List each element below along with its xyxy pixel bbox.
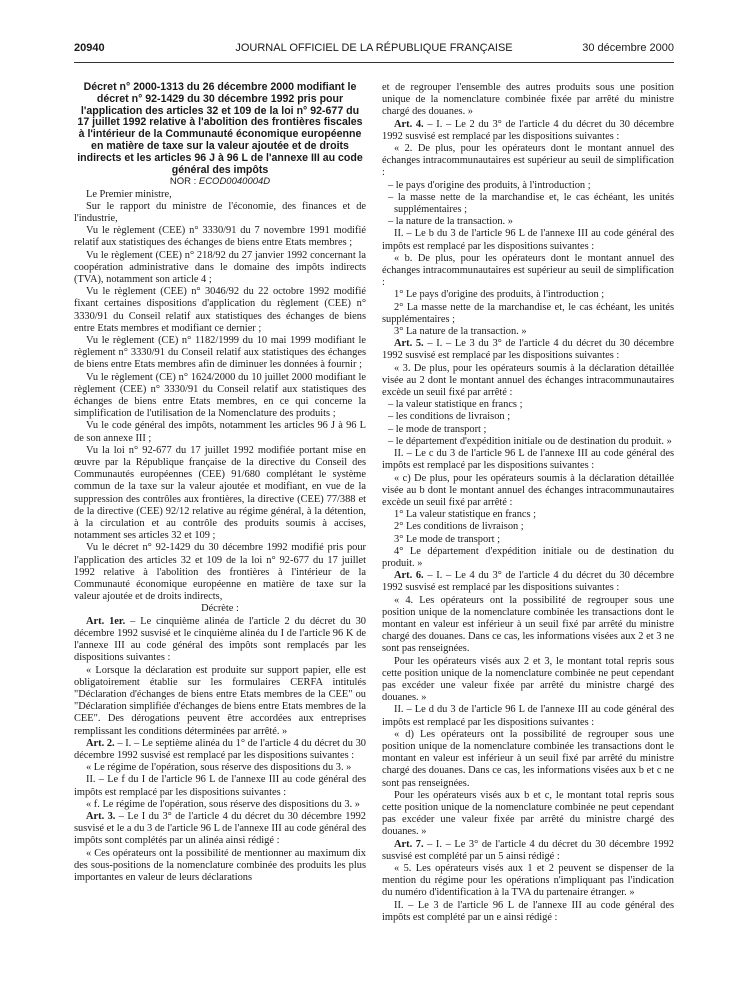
page-number: 20940	[74, 42, 105, 54]
decrete-heading: Décrète :	[201, 603, 239, 615]
nor-code: ECOD0040004D	[198, 176, 271, 188]
page-header	[74, 42, 674, 58]
quote: Pour les opérateurs visés aux 2 et 3, le montant total repris sous cette position unique de la nomenclature combinée ne peut cependant pas excéder une valeur fixée par arrêté du ministre chargé des douanes. »	[382, 655, 674, 704]
article-label: Art. 3.	[86, 810, 116, 822]
list-item: 1° Le pays d'origine des produits, à l'introduction ;	[394, 289, 605, 301]
quote: « Ces opérateurs ont la possibilité de mentionner au maximum dix des sous-positions de la nomenclature combinée des produits les plus importantes en valeur de leurs déclarations	[74, 847, 366, 883]
article-6: Art. 6. – I. – Le 4 du 3° de l'article 4 du décret du 30 décembre 1992 susvisé est remplacé par les dispositions suivantes :	[382, 570, 674, 594]
paragraph: II. – Le f du I de l'article 96 L de l'annexe III au code général des impôts est remplacé par les dispositions suivantes :	[74, 774, 366, 798]
article-label: Art. 1er.	[86, 615, 126, 627]
quote: Pour les opérateurs visés aux b et c, le montant total repris sous cette position unique de la nomenclature combinée ne peut cependant pas excéder une valeur fixée par arrêté du ministre chargé des douanes. »	[382, 789, 674, 838]
list-item: – les conditions de livraison ;	[388, 411, 511, 423]
paragraph: Le Premier ministre,	[86, 188, 172, 200]
quote: « c) De plus, pour les opérateurs soumis à la déclaration détaillée visée au b dont le montant annuel des échanges intracommunautaires excède un seuil fixé par arrêté :	[382, 472, 674, 508]
article-label: Art. 4.	[394, 118, 424, 130]
paragraph: II. – Le b du 3 de l'article 96 L de l'annexe III au code général des impôts est remplacé par les dispositions suivantes :	[382, 228, 674, 252]
quote: « Lorsque la déclaration est produite sur support papier, elle est obligatoirement établie sur les formulaires CERFA intitulés "Déclaration d'échanges de biens entre Etats membres de la CEE" ou "Déclaration simplifiée d'échanges de biens entre Etats membres de la CEE". Des dérogations peuvent être accordées aux entreprises remplissant les conditions déterminées par arrêté. »	[74, 664, 366, 737]
paragraph: Vu le code général des impôts, notamment les articles 96 J à 96 L de son annexe III ;	[74, 420, 366, 444]
quote: « 2. De plus, pour les opérateurs dont le montant annuel des échanges intracommunautaires est supérieur au seuil de simplification :	[382, 143, 674, 179]
journal-title: JOURNAL OFFICIEL DE LA RÉPUBLIQUE FRANÇAISE	[235, 42, 513, 54]
article-2: Art. 2. – I. – Le septième alinéa du 1° de l'article 4 du décret du 30 décembre 1992 susvisé est remplacé par les dispositions suivantes :	[74, 737, 366, 761]
list-item: 1° La valeur statistique en francs ;	[394, 509, 537, 521]
paragraph: II. – Le c du 3 de l'article 96 L de l'annexe III au code général des impôts est remplacé par les dispositions suivantes :	[382, 448, 674, 472]
quote: « d) Les opérateurs ont la possibilité de regrouper sous une position unique de la nomenclature combinée les transactions dont le montant en valeur est inférieur à un seuil fixé par arrêté du ministre chargé des douanes. Dans ce cas, les informations visées aux b et c ne sont pas renseignées.	[382, 728, 674, 789]
paragraph: II. – Le 3 de l'article 96 L de l'annexe III au code général des impôts est complété par un e ainsi rédigé :	[382, 899, 674, 923]
right-column	[382, 82, 674, 924]
paragraph: Vu le décret n° 92-1429 du 30 décembre 1992 modifié pris pour l'application des articles 32 et 109 de la loi n° 92-677 du 17 juillet 1992 relative à l'abolition des frontières à l'intérieur de la Communauté économique européenne en matière de taxe sur la valeur ajoutée et de droits indirects,	[74, 542, 366, 603]
paragraph: Sur le rapport du ministre de l'économie, des finances et de l'industrie,	[74, 200, 366, 224]
list-item: – la nature de la transaction. »	[388, 216, 513, 228]
article-3: Art. 3. – Le I du 3° de l'article 4 du décret du 30 décembre 1992 susvisé et le a du 3 de l'article 96 L de l'annexe III au code général des impôts sont complétés par un alinéa ainsi rédigé :	[74, 810, 366, 847]
left-column	[74, 82, 366, 884]
paragraph: Vu la loi n° 92-677 du 17 juillet 1992 modifiée portant mise en œuvre par la République française de la directive du Conseil des Communautés européennes (CEE) 91/680 complétant le système commun de la taxe sur la valeur ajoutée et modifiant, en vue de la suppression des contrôles aux frontières, la directive (CEE) 77/388 et de la directive (CEE) 92/12 relative au régime général, à la détention, à la circulation et au contrôle des produits soumis à accises, notamment ses articles 32 et 109 ;	[74, 444, 366, 542]
article-label: Art. 6.	[394, 570, 424, 582]
nor-reference	[74, 176, 366, 188]
article-5: Art. 5. – I. – Le 3 du 3° de l'article 4 du décret du 30 décembre 1992 susvisé est remplacé par les dispositions suivantes :	[382, 338, 674, 362]
paragraph: II. – Le d du 3 de l'article 96 L de l'annexe III au code général des impôts est remplacé par les dispositions suivantes :	[382, 704, 674, 728]
paragraph: Vu le règlement (CEE) n° 3046/92 du 22 octobre 1992 modifié fixant certaines dispositions d'application du règlement (CEE) n° 3330/91 du Conseil relatif aux statistiques des échanges de biens entre Etats membres et modifiant ce dernier ;	[74, 286, 366, 334]
article-label: Art. 5.	[394, 338, 424, 350]
paragraph: et de regrouper l'ensemble des autres produits sous une position unique de la nomenclature combinée fixée par arrêté du ministre chargé des douanes. »	[382, 82, 674, 118]
article-7: Art. 7. – I. – Le 3° de l'article 4 du décret du 30 décembre 1992 susvisé est complété par un 5 ainsi rédigé :	[382, 838, 674, 862]
header-rule	[74, 62, 674, 63]
paragraph: Vu le règlement (CE) n° 1624/2000 du 10 juillet 2000 modifiant le règlement (CEE) n° 3330/91 du Conseil relatif aux statistiques des échanges de biens entre Etats membres, en ce qui concerne la simplification de l'utilisation de la Nomenclature des produits ;	[74, 371, 366, 420]
article-label: Art. 7.	[394, 838, 424, 850]
paragraph: Vu le règlement (CE) n° 1182/1999 du 10 mai 1999 modifiant le règlement n° 3330/91 du Conseil relatif aux statistiques des échanges de biens entre Etats membres afin de diminuer les données à fournir ;	[74, 335, 366, 371]
quote: « 5. Les opérateurs visés aux 1 et 2 peuvent se dispenser de la mention du régime pour les opérations n'impliquant pas l'indication du numéro d'identification à la TVA du partenaire étranger. »	[382, 863, 674, 899]
list-item: – le mode de transport ;	[388, 423, 487, 435]
decree-title: Décret n° 2000-1313 du 26 décembre 2000 modifiant le décret n° 92-1429 du 30 décembre 1992 pris pour l'application des articles 32 et 109 de la loi n° 92-677 du 17 juillet 1992 relative à l'abolition des frontières fiscales à l'intérieur de la Communauté économique européenne en matière de taxe sur la valeur ajoutée et de droits indirects et les articles 96 J à 96 L de l'annexe III au code général des impôts	[77, 81, 363, 176]
article-4: Art. 4. – I. – Le 2 du 3° de l'article 4 du décret du 30 décembre 1992 susvisé est remplacé par les dispositions suivantes :	[382, 118, 674, 142]
article-label: Art. 2.	[86, 737, 115, 749]
quote: « f. Le régime de l'opération, sous réserve des dispositions du 3. »	[86, 798, 360, 810]
issue-date: 30 décembre 2000	[582, 42, 674, 54]
quote: « 4. Les opérateurs ont la possibilité de regrouper sous une position unique de la nomenclature combinée les transactions dont le montant en valeur est inférieur à un seuil fixé par arrêté du ministre chargé des douanes. Dans ce cas, les informations visées aux 2 et 3 ne sont pas renseignées.	[382, 594, 674, 655]
list-item: 4° Le département d'expédition initiale ou de destination du produit. »	[382, 545, 674, 569]
article-1: Art. 1er. – Le cinquième alinéa de l'article 2 du décret du 30 décembre 1992 susvisé et le cinquième alinéa du I de l'article 96 K de l'annexe III au code général des impôts sont remplacés par les dispositions suivantes :	[74, 615, 367, 664]
list-item: 3° La nature de la transaction. »	[394, 326, 527, 338]
list-item: 3° Le mode de transport ;	[394, 533, 501, 545]
list-item: – la valeur statistique en francs ;	[388, 399, 523, 411]
list-item: 2° Les conditions de livraison ;	[394, 521, 524, 533]
paragraph: Vu le règlement (CEE) n° 218/92 du 27 janvier 1992 concernant la coopération administrative dans le domaine des impôts indirects (TVA), notamment son article 4 ;	[74, 249, 366, 285]
quote: « b. De plus, pour les opérateurs dont le montant annuel des échanges intracommunautaires est supérieur au seuil de simplification :	[382, 252, 674, 289]
list-item: – le département d'expédition initiale ou de destination du produit. »	[388, 435, 672, 447]
quote: « Le régime de l'opération, sous réserve des dispositions du 3. »	[86, 762, 352, 774]
paragraph: Vu le règlement (CEE) n° 3330/91 du 7 novembre 1991 modifié relatif aux statistiques des échanges de biens entre Etats membres ;	[74, 225, 366, 249]
list-item: – la masse nette de la marchandise et, le cas échéant, les unités supplémentaires ;	[388, 191, 674, 216]
list-item: 2° La masse nette de la marchandise et, le cas échéant, les unités supplémentaires ;	[382, 301, 674, 325]
quote: « 3. De plus, pour les opérateurs soumis à la déclaration détaillée visée au 2 dont le montant annuel des échanges intracommunautaires excède un seuil fixé par arrêté :	[382, 362, 674, 399]
nor-label: NOR :	[169, 176, 197, 188]
list-item: – le pays d'origine des produits, à l'introduction ;	[388, 179, 591, 191]
